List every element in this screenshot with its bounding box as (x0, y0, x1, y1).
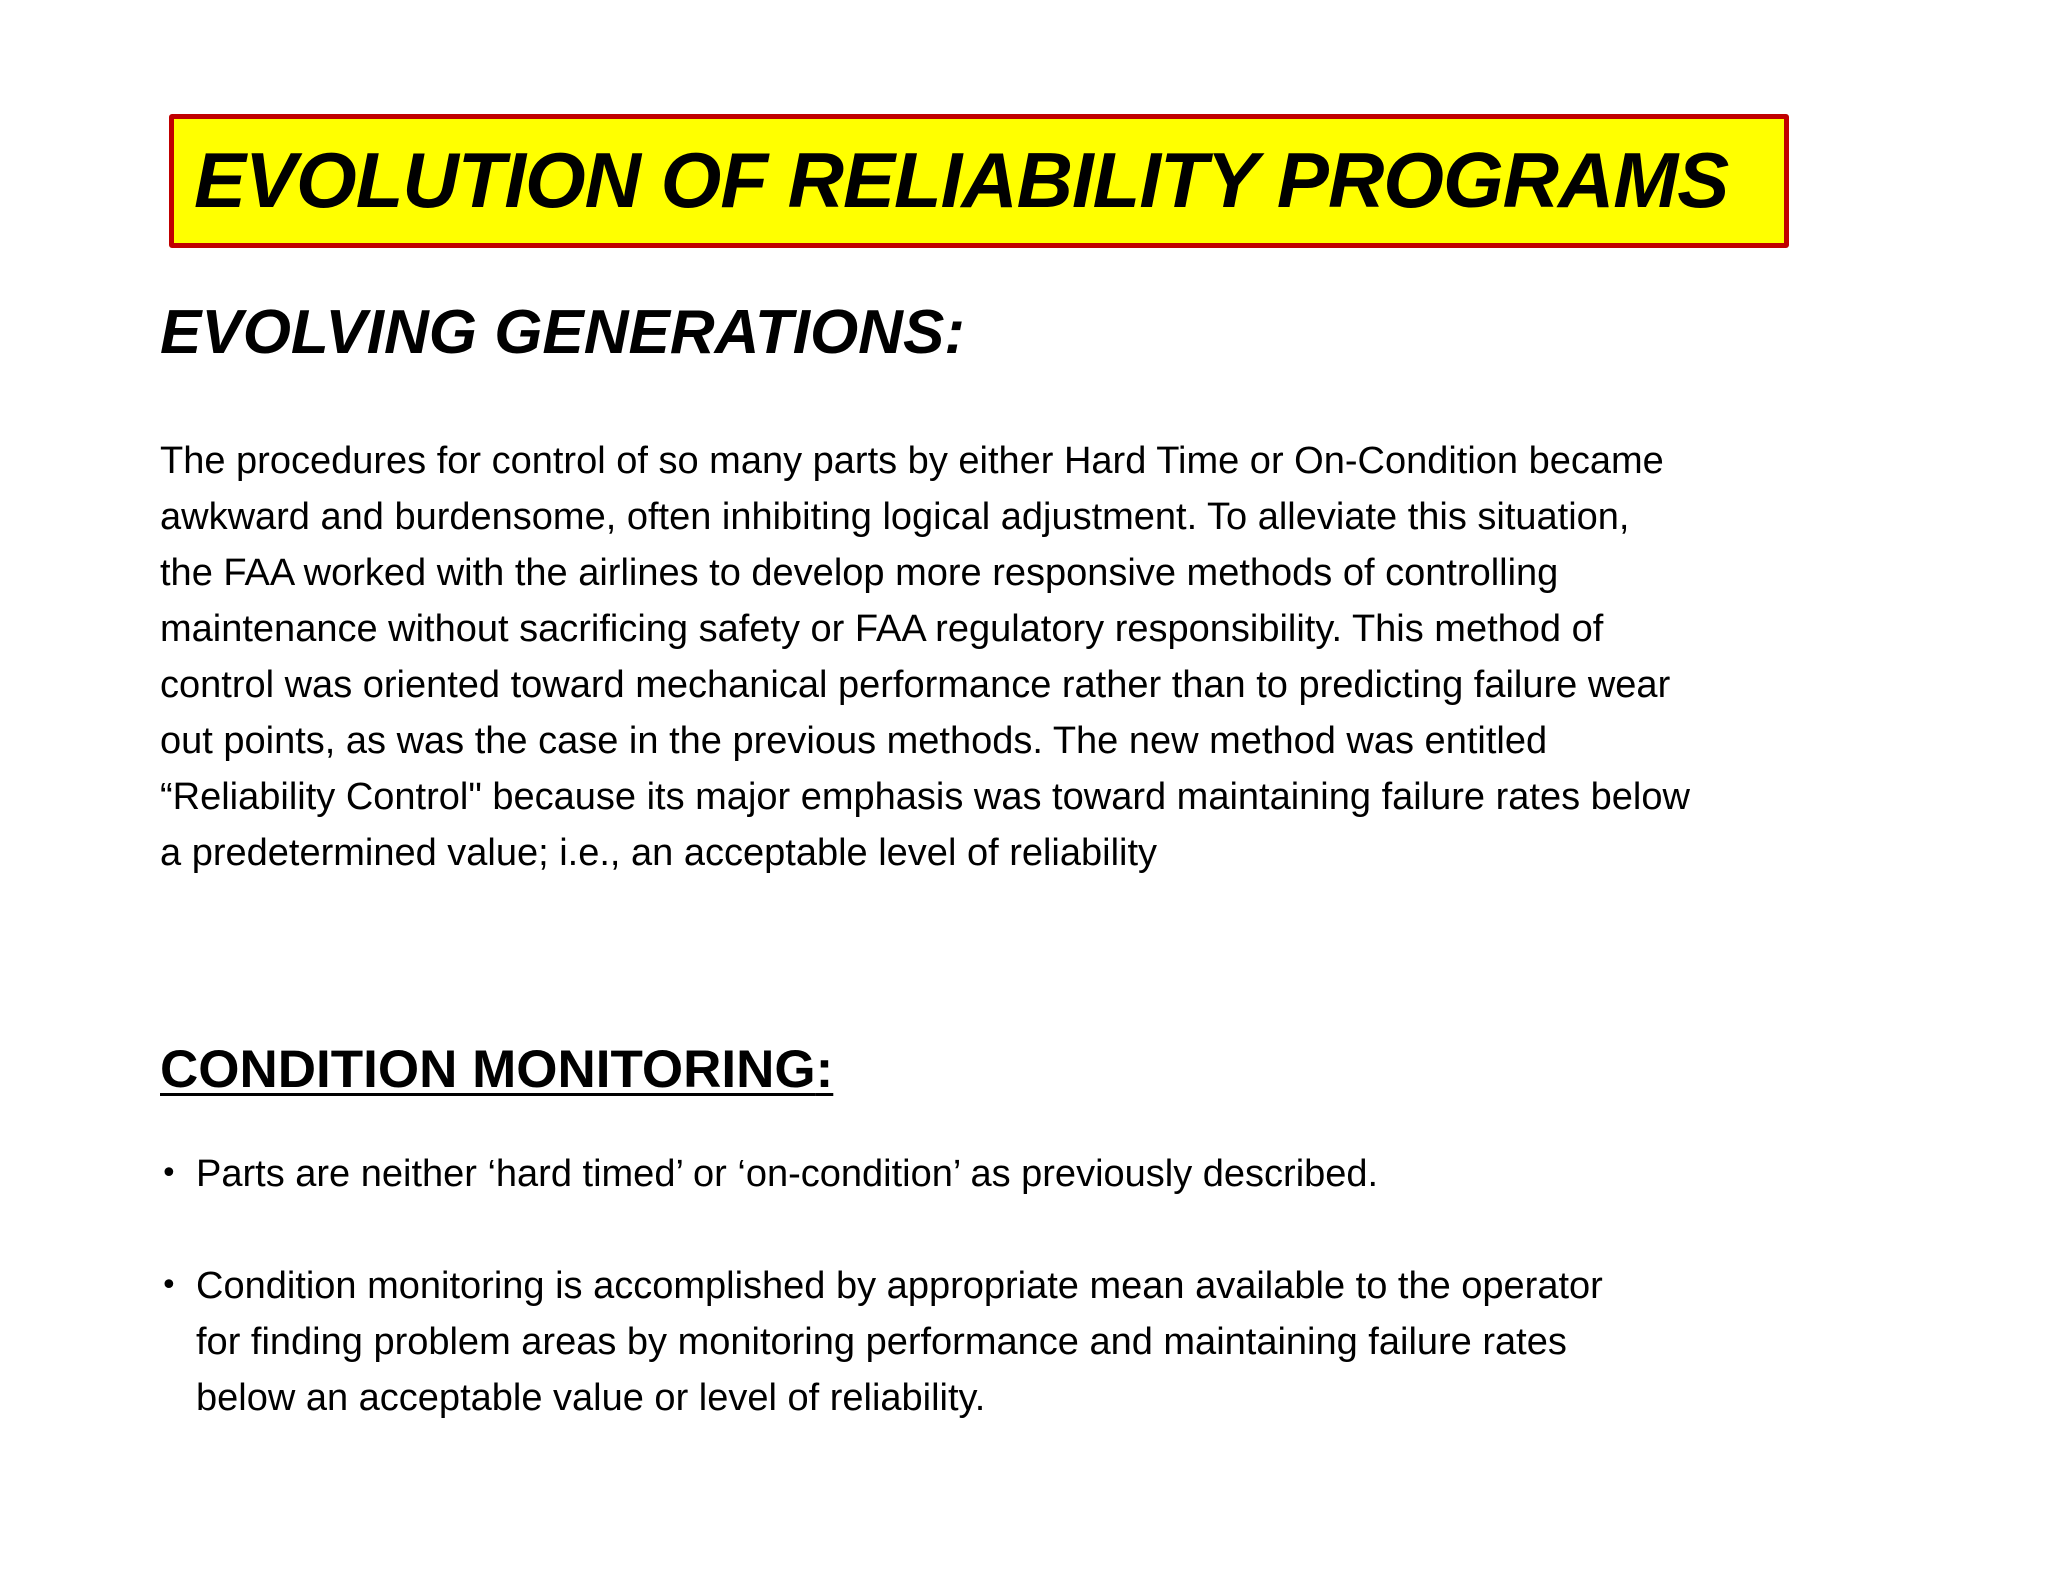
condition-monitoring-bullets (160, 1146, 1940, 1482)
bullet-line: below an acceptable value or level of reliability. (196, 1377, 986, 1419)
paragraph-line: a predetermined value; i.e., an acceptable level of reliability (160, 832, 1158, 874)
bullet-line: Condition monitoring is accomplished by appropriate mean available to the operator (196, 1265, 1603, 1307)
paragraph-line: awkward and burdensome, often inhibiting logical adjustment. To alleviate this situation, (160, 496, 1630, 538)
paragraph-line: control was oriented toward mechanical performance rather than to predicting failure wear (160, 664, 1671, 706)
condition-monitoring-heading-text: CONDITION MONITORING (160, 1040, 816, 1099)
paragraph-line: The procedures for control of so many parts by either Hard Time or On-Condition became (160, 440, 1664, 482)
title-box (169, 114, 1789, 248)
bullet-icon: • (160, 1156, 178, 1191)
condition-monitoring-heading-colon: : (815, 1040, 834, 1099)
section-subheading: EVOLVING GENERATIONS: (160, 298, 965, 367)
bullet-icon: • (160, 1268, 178, 1303)
paragraph-line: “Reliability Control" because its major emphasis was toward maintaining failure rates below (160, 776, 1690, 818)
bullet-line: Parts are neither ‘hard timed’ or ‘on-condition’ as previously described. (196, 1153, 1379, 1195)
bullet-line: for finding problem areas by monitoring performance and maintaining failure rates (196, 1321, 1567, 1363)
paragraph-line: out points, as was the case in the previous methods. The new method was entitled (160, 720, 1548, 762)
list-item (160, 1146, 1940, 1202)
slide-title: EVOLUTION OF RELIABILITY PROGRAMS (194, 136, 1729, 224)
paragraph-line: maintenance without sacrificing safety or FAA regulatory responsibility. This method of (160, 608, 1604, 650)
list-item (160, 1258, 1940, 1426)
body-paragraph (160, 433, 1920, 881)
condition-monitoring-heading (160, 1040, 834, 1099)
paragraph-line: the FAA worked with the airlines to develop more responsive methods of controlling (160, 552, 1559, 594)
